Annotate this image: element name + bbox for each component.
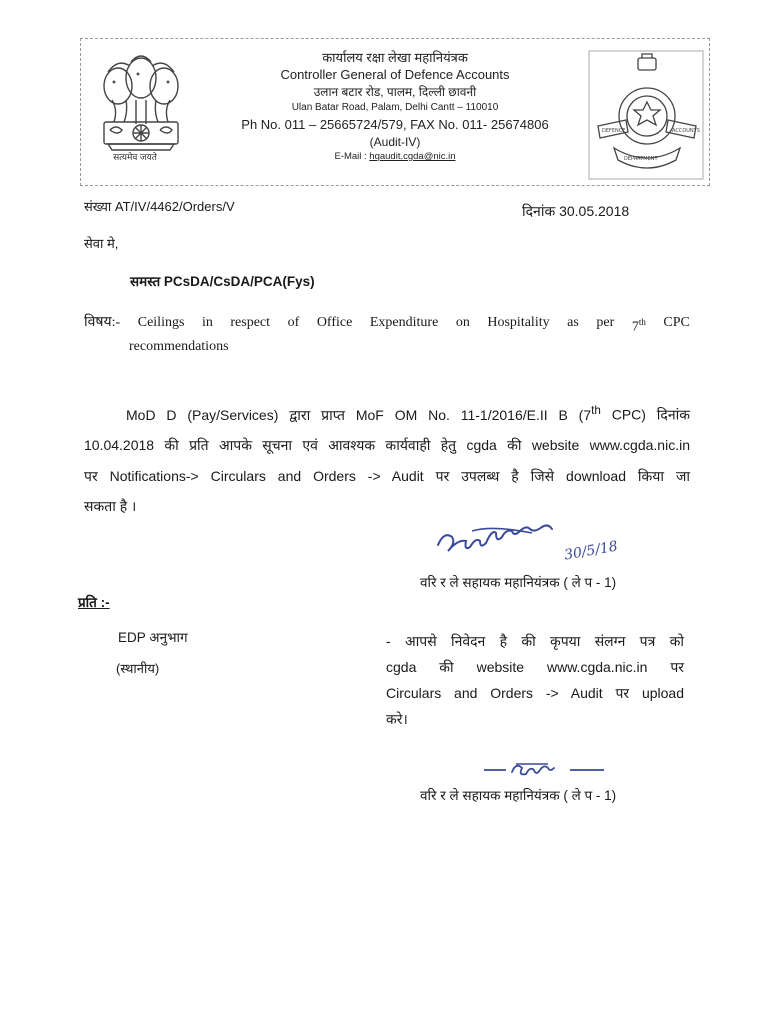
request-line-4: करे। bbox=[386, 711, 408, 727]
body-line-1-end: CPC) दिनांक bbox=[600, 406, 690, 423]
subject-word: in bbox=[201, 315, 213, 330]
signature-2 bbox=[482, 758, 606, 780]
reference-number: संख्या AT/IV/4462/Orders/V bbox=[84, 199, 235, 214]
phone-fax: Ph No. 011 – 25665724/579, FAX No. 011- 25674806 bbox=[241, 117, 549, 132]
request-line-3: Circulars and Orders -> Audit पर upload bbox=[386, 685, 684, 701]
signatory-designation-2: वरि र ले सहायक महानियंत्रक ( ले प - 1) bbox=[420, 788, 617, 803]
subject-word: on bbox=[455, 315, 470, 330]
signature-1-date: 30/5/18 bbox=[563, 538, 619, 564]
svg-text:DEFENCE: DEFENCE bbox=[602, 128, 626, 134]
subject-seventh-suffix: th bbox=[638, 317, 646, 327]
subject-word: respect bbox=[230, 315, 271, 330]
letter-date: दिनांक 30.05.2018 bbox=[522, 203, 630, 219]
subject-label: विषय:- bbox=[84, 315, 121, 330]
request-line-2: cgda की website www.cgda.nic.in पर bbox=[386, 659, 684, 675]
subject-word: Office bbox=[316, 315, 353, 330]
subject-block bbox=[84, 313, 690, 356]
body-line-1 bbox=[84, 404, 690, 425]
body-line-4: सकता है । bbox=[84, 498, 137, 514]
office-name-hindi: कार्यालय रक्षा लेखा महानियंत्रक bbox=[322, 50, 468, 65]
subject-word: as bbox=[567, 315, 579, 330]
emblem-motto: सत्यमेव जयते bbox=[113, 152, 157, 162]
section-name: (Audit-IV) bbox=[369, 135, 421, 149]
subject-word: Expenditure bbox=[369, 315, 439, 330]
letterhead-text bbox=[200, 50, 590, 164]
salutation: सेवा मे, bbox=[84, 236, 119, 251]
svg-text:ACCOUNTS: ACCOUNTS bbox=[672, 128, 700, 134]
subject-word: Ceilings bbox=[137, 315, 185, 330]
subject-word: Hospitality bbox=[487, 315, 550, 330]
body-line-3: पर Notifications-> Circulars and Orders -> Audit पर उपलब्ध है जिसे download किया जा bbox=[84, 468, 690, 484]
subject-seventh-number: 7 bbox=[631, 319, 639, 335]
subject-line-1 bbox=[84, 313, 690, 337]
body-line-1-sup: th bbox=[591, 404, 601, 417]
body-line-2: 10.04.2018 की प्रति आपके सूचना एवं आवश्यक कार्यवाही हेतु cgda की website www.cgda.nic.in bbox=[84, 437, 690, 453]
signatory-designation: वरि र ले सहायक महानियंत्रक ( ले प - 1) bbox=[420, 575, 617, 590]
defence-accounts-department-logo bbox=[588, 50, 704, 180]
copy-recipient: EDP अनुभाग bbox=[118, 630, 188, 645]
email-line bbox=[200, 150, 590, 164]
email-link[interactable]: hqaudit.cgda@nic.in bbox=[369, 151, 456, 162]
copy-recipient-note: (स्थानीय) bbox=[116, 661, 160, 676]
subject-seventh bbox=[632, 313, 646, 337]
request-line-1: - आपसे निवेदन है की कृपया संलग्न पत्र को bbox=[386, 633, 684, 649]
address-hindi: उलान बटार रोड, पालम, दिल्ली छावनी bbox=[313, 85, 477, 99]
subject-line-2: recommendations bbox=[129, 338, 229, 354]
subject-word: per bbox=[596, 315, 615, 330]
address-english: Ulan Batar Road, Palam, Delhi Cantt – 110010 bbox=[291, 102, 499, 113]
subject-cpc: CPC bbox=[663, 315, 690, 330]
svg-text:DEPARTMENT: DEPARTMENT bbox=[624, 156, 658, 162]
body-line-1-start: MoD D (Pay/Services) द्वारा प्राप्त MoF OM No. 11-1/2016/E.II B (7 bbox=[126, 406, 592, 423]
email-label: E-Mail : bbox=[334, 151, 370, 162]
addressee: समस्त PCsDA/CsDA/PCA(Fys) bbox=[130, 274, 315, 289]
copy-to-heading: प्रति :- bbox=[78, 595, 110, 610]
subject-word: of bbox=[287, 315, 300, 330]
office-name-english: Controller General of Defence Accounts bbox=[280, 67, 510, 82]
